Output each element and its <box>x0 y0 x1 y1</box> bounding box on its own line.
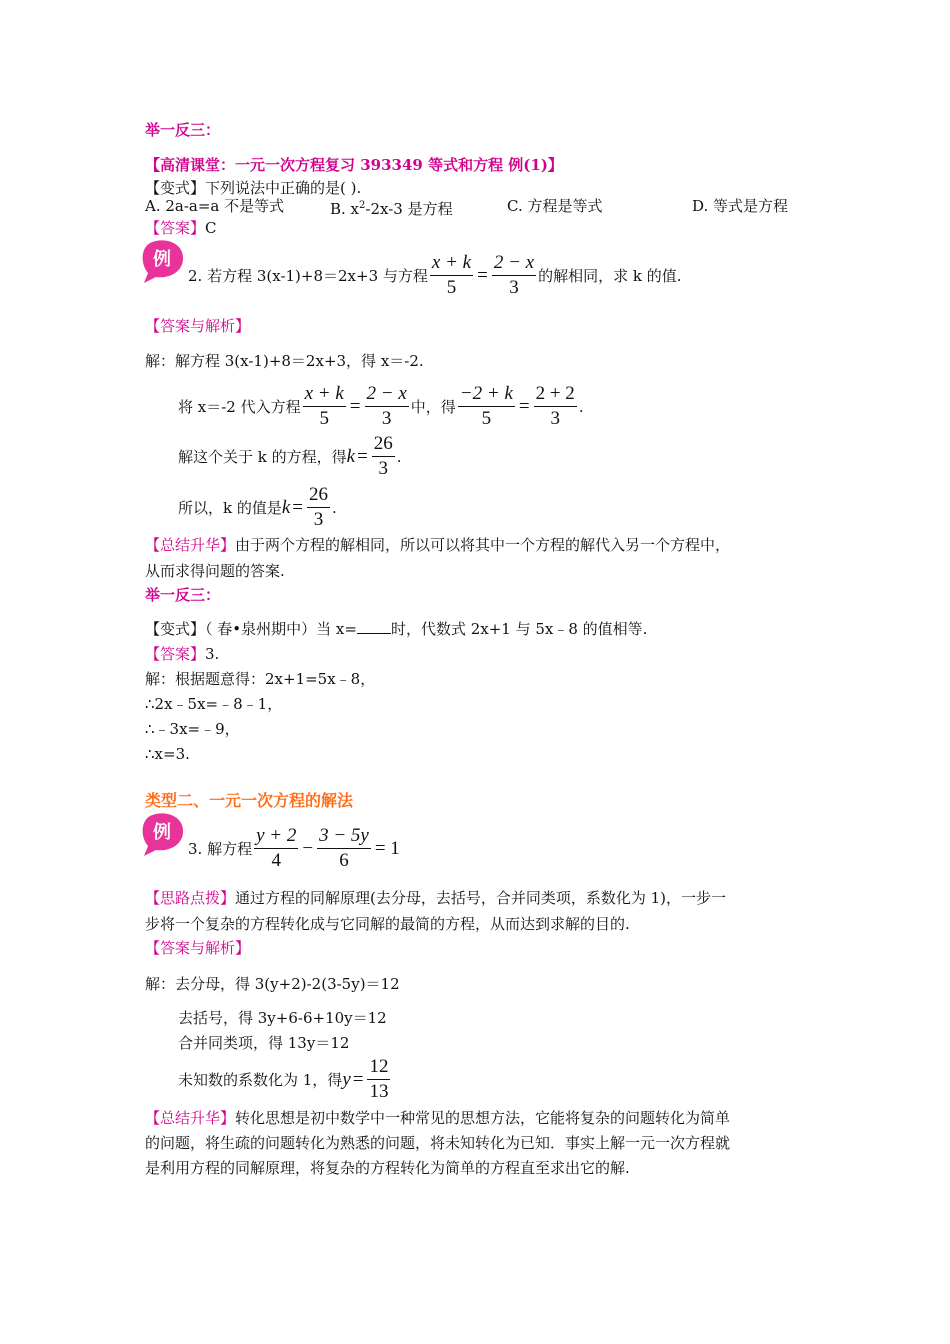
example-badge-label: 例 <box>153 249 171 270</box>
q2-fraction-2 <box>492 252 536 299</box>
example-badge-icon <box>140 810 186 856</box>
answer-tag-2: 【答案】 <box>145 645 206 663</box>
variant2-pre: （ 春•泉州期中）当 x= <box>205 620 357 638</box>
q2-f1-den: 5 <box>446 277 457 298</box>
variant2-line <box>145 619 647 639</box>
summary-tag-2: 【总结升华】 <box>145 536 236 554</box>
q2-fraction-1 <box>430 252 473 299</box>
option-b-post: -2x-3 是方程 <box>365 200 453 218</box>
sol3-line2: 去括号，得 3y+6-6+10y＝12 <box>178 1009 387 1027</box>
sol2-fc-num: −2 + k <box>458 383 515 407</box>
solution-tag-2: 【答案与解析】 <box>145 317 251 335</box>
summary2-text1: 由于两个方程的解相同，所以可以将其中一个方程的解代入另一个方程中， <box>235 536 731 554</box>
sol2-line2 <box>178 383 584 430</box>
sec2-sol-line2: ∴2x﹣5x=﹣8﹣1， <box>145 695 283 713</box>
option-d: D. 等式是方程 <box>692 197 789 215</box>
option-a: A. 2a-a=a 不是等式 <box>145 197 285 215</box>
sol2-frac-c <box>458 383 515 430</box>
example3-badge-label: 例 <box>153 822 171 843</box>
sol2-fd-num: 2 + 2 <box>534 383 577 407</box>
variant-question: 下列说法中正确的是( ). <box>205 179 362 197</box>
k1-num: 26 <box>372 433 395 457</box>
sec2-sol-line3: ∴﹣3x=﹣9， <box>145 720 240 738</box>
q3-f1-num: y + 2 <box>254 825 298 849</box>
sol2-frac-d <box>534 383 577 430</box>
answer-value-2: 3. <box>205 645 220 663</box>
sol2-eq2: = <box>518 395 530 417</box>
example2-question <box>188 252 681 299</box>
k-var-1: k <box>346 445 356 467</box>
q3-rhs: = 1 <box>374 837 400 859</box>
q2-f1-num: x + k <box>430 252 473 276</box>
sol2-period1: . <box>578 397 584 416</box>
q3-f2-num: 3 − 5y <box>317 825 371 849</box>
q2-f2-den: 3 <box>509 277 519 298</box>
sec2-sol-line4: ∴x=3. <box>145 745 190 763</box>
answer-line-2 <box>145 644 219 664</box>
variant2-tag: 【变式】 <box>145 620 206 638</box>
course-link[interactable]: 【高清课堂：一元一次方程复习 393349 等式和方程 例(1)】 <box>145 156 563 174</box>
sol2-line1: 解：解方程 3(x-1)+8＝2x+3，得 x＝-2. <box>145 352 424 370</box>
y-fraction <box>367 1056 390 1103</box>
answer-line-1 <box>145 218 217 238</box>
q2-text-post: 的解相同，求 k 的值. <box>538 266 682 285</box>
k-fraction-1 <box>372 433 395 480</box>
sol3-line3: 合并同类项，得 13y＝12 <box>178 1034 350 1052</box>
answer-tag: 【答案】 <box>145 219 206 237</box>
sol2-fc-den: 5 <box>481 408 492 429</box>
sol2-line4 <box>178 484 337 531</box>
sol2-line3-pre: 解这个关于 k 的方程，得 <box>178 447 347 466</box>
k2-den: 3 <box>313 509 324 530</box>
summary3-line1 <box>145 1108 730 1128</box>
hint-line2: 步将一个复杂的方程转化成与它同解的最简的方程，从而达到求解的目的. <box>145 915 630 933</box>
sol2-period2: . <box>396 447 402 466</box>
sol2-frac-b <box>365 383 409 430</box>
sol2-fa-den: 5 <box>319 408 329 429</box>
sol3-eq: = <box>352 1068 364 1090</box>
example-badge-icon <box>140 237 186 283</box>
q3-f2-den: 6 <box>339 850 349 871</box>
option-c: C. 方程是等式 <box>507 197 603 215</box>
q2-equals: = <box>477 264 488 286</box>
solution-tag-3: 【答案与解析】 <box>145 939 251 957</box>
answer-value: C <box>205 219 217 237</box>
type2-heading: 类型二、一元一次方程的解法 <box>145 791 354 810</box>
sol2-period3: . <box>332 498 337 517</box>
k-fraction-2 <box>307 484 330 531</box>
option-b-pre: B. x <box>330 200 360 218</box>
k1-den: 3 <box>378 458 389 479</box>
summary2-line1 <box>145 535 730 555</box>
summary3-text1: 转化思想是初中数学中一种常见的思想方法，它能将复杂的问题转化为简单 <box>235 1109 731 1127</box>
k2-num: 26 <box>307 484 330 508</box>
sol2-line3 <box>178 433 402 480</box>
section1-heading: 举一反三： <box>145 121 221 139</box>
sol2-frac-a <box>303 383 346 430</box>
y-num: 12 <box>367 1056 390 1080</box>
option-b <box>330 196 453 219</box>
sol3-line1: 解：去分母，得 3(y+2)-2(3-5y)＝12 <box>145 975 400 993</box>
q3-f1-den: 4 <box>271 850 281 871</box>
q3-text-pre: 3. 解方程 <box>188 839 253 858</box>
hint-tag: 【思路点拨】 <box>145 889 236 907</box>
sol3-line4-pre: 未知数的系数化为 1，得 <box>178 1070 343 1089</box>
y-var: y <box>342 1068 351 1090</box>
q2-f2-num: 2 − x <box>492 252 536 276</box>
summary2-line2: 从而求得问题的答案. <box>145 562 285 580</box>
summary3-line3: 是利用方程的同解原理，将复杂的方程转化为简单的方程直至求出它的解. <box>145 1159 630 1177</box>
sol2-eq3: = <box>357 445 368 467</box>
k-var-2: k <box>281 496 291 518</box>
sol2-line2-pre: 将 x＝-2 代入方程 <box>178 397 301 416</box>
sol2-eq1: = <box>349 395 361 417</box>
example3-question <box>188 825 402 872</box>
sol2-eq4: = <box>292 496 304 518</box>
q3-fraction-1 <box>254 825 298 872</box>
sol2-line2-mid: 中，得 <box>410 397 456 416</box>
q3-minus: − <box>302 837 314 859</box>
hint-text1: 通过方程的同解原理(去分母，去括号，合并同类项，系数化为 1)，一步一 <box>235 889 727 907</box>
variant-tag: 【变式】 <box>145 179 206 197</box>
sol2-fd-den: 3 <box>550 408 560 429</box>
sol3-line4 <box>178 1056 392 1103</box>
y-den: 13 <box>369 1081 389 1102</box>
section2-heading: 举一反三： <box>145 586 221 604</box>
sec2-sol-line1: 解：根据题意得：2x+1=5x﹣8， <box>145 670 376 688</box>
variant-question-line <box>145 178 361 198</box>
answer-blank <box>357 619 391 634</box>
sol2-fb-num: 2 − x <box>365 383 409 407</box>
hint-line1 <box>145 888 726 908</box>
q3-fraction-2 <box>317 825 371 872</box>
variant2-post: 时，代数式 2x+1 与 5x﹣8 的值相等. <box>390 620 648 638</box>
sol2-fb-den: 3 <box>381 408 392 429</box>
q2-text-pre: 2. 若方程 3(x-1)+8＝2x+3 与方程 <box>188 266 428 285</box>
sol2-line4-pre: 所以，k 的值是 <box>178 498 282 517</box>
sol2-fa-num: x + k <box>303 383 346 407</box>
option-b-sup: 2 <box>359 200 366 211</box>
summary-tag-3: 【总结升华】 <box>145 1109 236 1127</box>
summary3-line2: 的问题，将生疏的问题转化为熟悉的问题，将未知转化为已知．事实上解一元一次方程就 <box>145 1134 731 1152</box>
